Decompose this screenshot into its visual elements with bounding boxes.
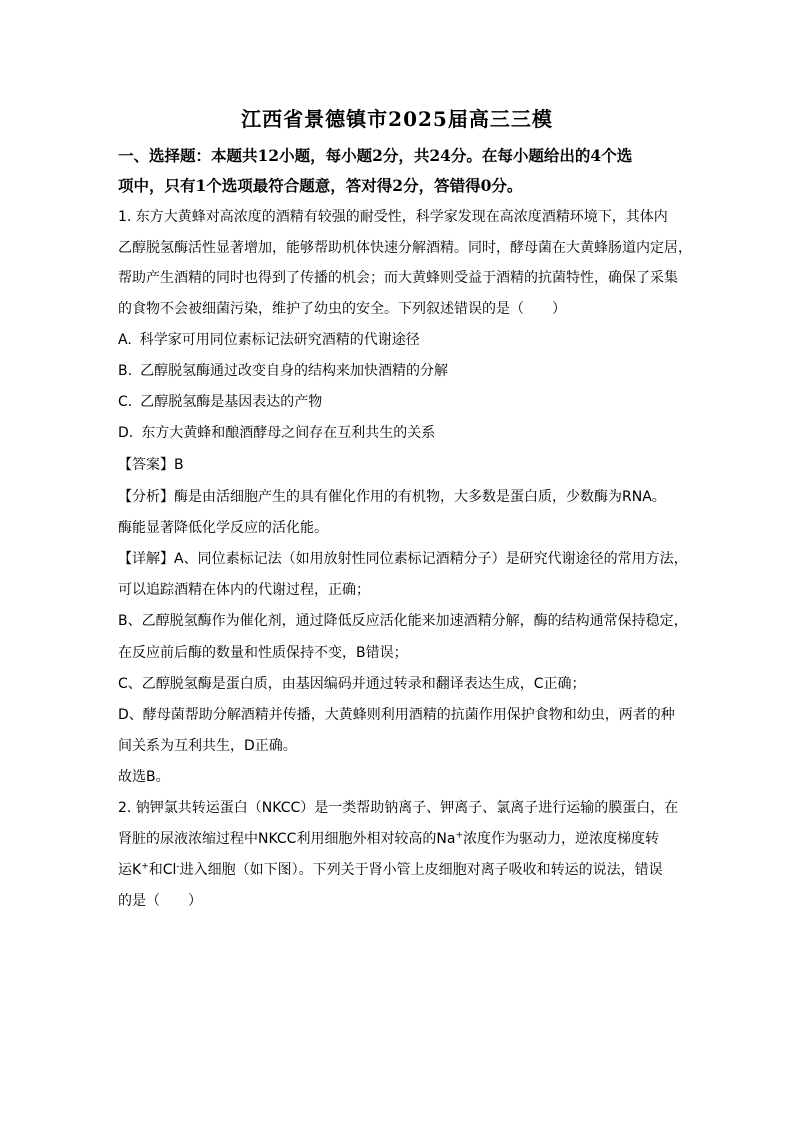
q1-detail-line: 【详解】A、同位素标记法（如用放射性同位素标记酒精分子）是研究代谢途径的常用方法， (118, 551, 688, 567)
q1-stem-line: 的食物不会被细菌污染，维护了幼虫的安全。下列叙述错误的是（ ） (118, 301, 566, 317)
page-title: 江西省景德镇市2025届高三三模 (241, 107, 553, 131)
q2-stem-line (118, 829, 678, 849)
option-text: 东方大黄蜂和酿酒酵母之间存在互利共生的关系 (141, 425, 436, 441)
q1-option-a (118, 330, 678, 350)
q2-stem-line (118, 860, 678, 880)
text-segment: 肾脏的尿液浓缩过程中NKCC利用细胞外相对较高的Na (118, 831, 456, 847)
option-text: 乙醇脱氢酶通过改变自身的结构来加快酒精的分解 (140, 363, 449, 379)
text-segment: 浓度作为驱动力，逆浓度梯度转 (463, 831, 660, 847)
q1-option-c (118, 392, 678, 412)
section-heading-line-1: 一、选择题：本题共12小题，每小题2分，共24分。在每小题给出的4个选 (118, 146, 633, 165)
q1-stem-line: 乙醇脱氢酶活性显著增加，能够帮助机体快速分解酒精。同时，酵母菌在大黄蜂肠道内定居， (118, 240, 692, 256)
text-segment: 和Cl (148, 862, 177, 878)
q1-detail-line: D、酵母菌帮助分解酒精并传播，大黄蜂则利用酒精的抗菌作用保护食物和幼虫，两者的种 (118, 707, 675, 723)
superscript: + (455, 830, 464, 841)
q1-detail-line: B、乙醇脱氢酶作为催化剂，通过降低反应活化能来加速酒精分解，酶的结构通常保持稳定， (118, 613, 688, 629)
option-letter: C. (118, 394, 133, 410)
text-segment: 运K (118, 862, 142, 878)
q1-stem-line: 帮助产生酒精的同时也得到了传播的机会；而大黄蜂则受益于酒精的抗菌特性，确保了采集 (118, 270, 678, 286)
q1-detail-line: 间关系为互利共生，D正确。 (118, 738, 297, 754)
q1-analysis-line: 【分析】酶是由活细胞产生的具有催化作用的有机物，大多数是蛋白质，少数酶为RNA。 (118, 489, 666, 505)
option-letter: B. (118, 363, 133, 379)
section-heading-line-2: 项中，只有1个选项最符合题意，答对得2分，答错得0分。 (118, 176, 523, 195)
q1-detail-line: 可以追踪酒精在体内的代谢过程，正确； (118, 582, 370, 598)
option-letter: D. (118, 425, 134, 441)
superscript: - (176, 861, 180, 872)
q1-conclusion: 故选B。 (118, 769, 170, 785)
option-letter: A. (118, 332, 132, 348)
q1-detail-line: C、乙醇脱氢酶是蛋白质，由基因编码并通过转录和翻译表达生成，C正确； (118, 676, 586, 692)
q1-option-d (118, 423, 678, 443)
option-text: 科学家可用同位素标记法研究酒精的代谢途径 (139, 332, 420, 348)
option-text: 乙醇脱氢酶是基因表达的产物 (140, 394, 323, 410)
q1-stem-line: 1. 东方大黄蜂对高浓度的酒精有较强的耐受性，科学家发现在高浓度酒精环境下，其体内 (118, 209, 668, 225)
q2-stem-line: 2. 钠钾氯共转运蛋白（NKCC）是一类帮助钠离子、钾离子、氯离子进行运输的膜蛋白，在 (118, 800, 679, 816)
superscript: + (141, 861, 149, 872)
q2-stem-line: 的是（ ） (118, 893, 202, 909)
q1-detail-line: 在反应前后酶的数量和性质保持不变，B错误； (118, 645, 408, 661)
q1-answer: 【答案】B (118, 457, 184, 473)
text-segment: 进入细胞（如下图）。下列关于肾小管上皮细胞对离子吸收和转运的说法，错误 (179, 862, 663, 878)
q1-analysis-line: 酶能显著降低化学反应的活化能。 (118, 520, 328, 536)
q1-option-b (118, 361, 678, 381)
